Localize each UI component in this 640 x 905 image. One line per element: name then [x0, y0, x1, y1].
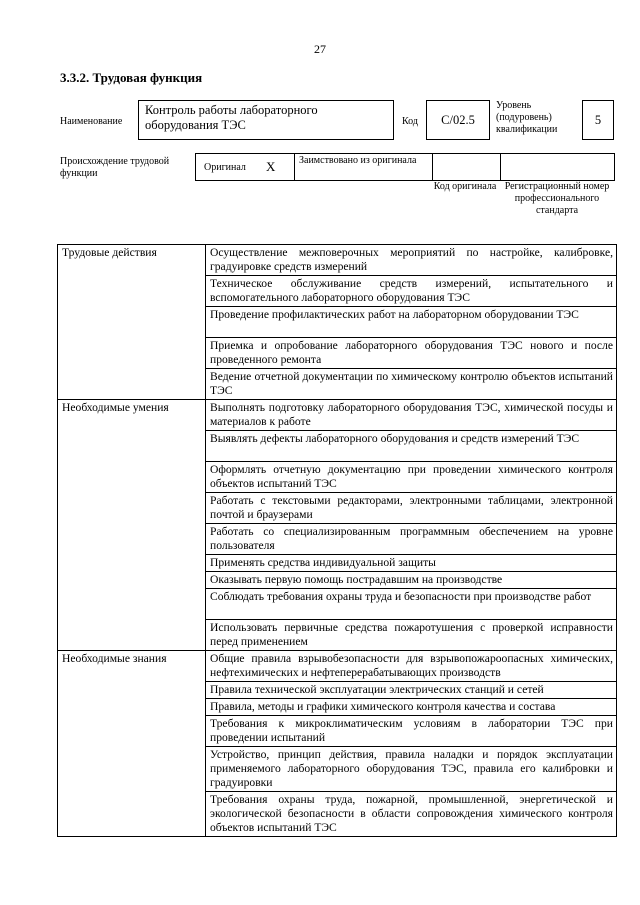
table-row — [58, 651, 617, 682]
item-cell: Выполнять подготовку лабораторного оборудования ТЭС, химической посуды и материалов к работе — [206, 400, 617, 431]
item-cell: Устройство, принцип действия, правила наладки и порядок эксплуатации применяемого лабораторного оборудования ТЭС, правила его калибровки и градуировки — [206, 747, 617, 792]
origin-divider — [294, 154, 295, 180]
page-number: 27 — [314, 42, 326, 56]
item-cell: Осуществление межповерочных мероприятий по настройке, калибровке, градуировке средств измерений — [206, 245, 617, 276]
item-cell: Техническое обслуживание средств измерений, испытательного и вспомогательного лабораторного оборудования ТЭС — [206, 276, 617, 307]
item-cell: Требования к микроклиматическим условиям в лаборатории ТЭС при проведении испытаний — [206, 716, 617, 747]
category-cell: Необходимые знания — [58, 651, 206, 837]
item-cell: Оказывать первую помощь пострадавшим на производстве — [206, 572, 617, 589]
original-mark: X — [266, 159, 276, 174]
level-label: Уровень (подуровень) квалификации — [496, 100, 558, 135]
table-row — [58, 245, 617, 276]
item-cell: Работать с текстовыми редакторами, электронными таблицами, электронной почтой и браузерами — [206, 493, 617, 524]
name-value: Контроль работы лабораторного оборудования ТЭС — [145, 103, 318, 132]
item-cell: Приемка и опробование лабораторного оборудования ТЭС нового и после проведенного ремонта — [206, 338, 617, 369]
item-cell: Применять средства индивидуальной защиты — [206, 555, 617, 572]
origin-label: Происхождение трудовой функции — [60, 156, 170, 179]
item-cell: Выявлять дефекты лабораторного оборудования и средств измерений ТЭС — [206, 431, 617, 462]
category-cell: Необходимые умения — [58, 400, 206, 651]
item-cell: Правила, методы и графики химического контроля качества и состава — [206, 699, 617, 716]
item-cell: Работать со специализированным программным обеспечением на уровне пользователя — [206, 524, 617, 555]
function-table — [57, 244, 617, 837]
level-value-box — [582, 100, 614, 140]
level-value: 5 — [594, 112, 602, 127]
item-cell: Соблюдать требования охраны труда и безопасности при производстве работ — [206, 589, 617, 620]
section-title: 3.3.2. Трудовая функция — [60, 70, 203, 85]
item-cell: Использовать первичные средства пожаротушения с проверкой исправности перед применением — [206, 620, 617, 651]
original-label: Оригинал — [204, 162, 246, 173]
name-label: Наименование — [60, 116, 123, 127]
origin-divider — [432, 154, 433, 180]
code-original-label: Код оригинала — [433, 181, 497, 192]
code-label: Код — [402, 116, 418, 127]
origin-divider — [500, 154, 501, 180]
table-row — [58, 400, 617, 431]
code-value-box — [426, 100, 490, 140]
origin-row — [195, 153, 615, 181]
category-cell: Трудовые действия — [58, 245, 206, 400]
name-value-box — [138, 100, 394, 140]
reg-number-label: Регистрационный номер профессионального стандарта — [504, 181, 610, 216]
item-cell: Требования охраны труда, пожарной, промышленной, энергетической и экологической безопасности в области сопровождения химического контроля объектов испытаний ТЭС — [206, 792, 617, 837]
item-cell: Проведение профилактических работ на лабораторном оборудовании ТЭС — [206, 307, 617, 338]
item-cell: Правила технической эксплуатации электрических станций и сетей — [206, 682, 617, 699]
item-cell: Ведение отчетной документации по химическому контролю объектов испытаний ТЭС — [206, 369, 617, 400]
code-value: C/02.5 — [441, 112, 475, 127]
item-cell: Общие правила взрывобезопасности для взрывопожароопасных химических, нефтехимических и нефтеперерабатывающих производств — [206, 651, 617, 682]
item-cell: Оформлять отчетную документацию при проведении химического контроля объектов испытаний ТЭС — [206, 462, 617, 493]
borrowed-label: Заимствовано из оригинала — [299, 155, 417, 166]
